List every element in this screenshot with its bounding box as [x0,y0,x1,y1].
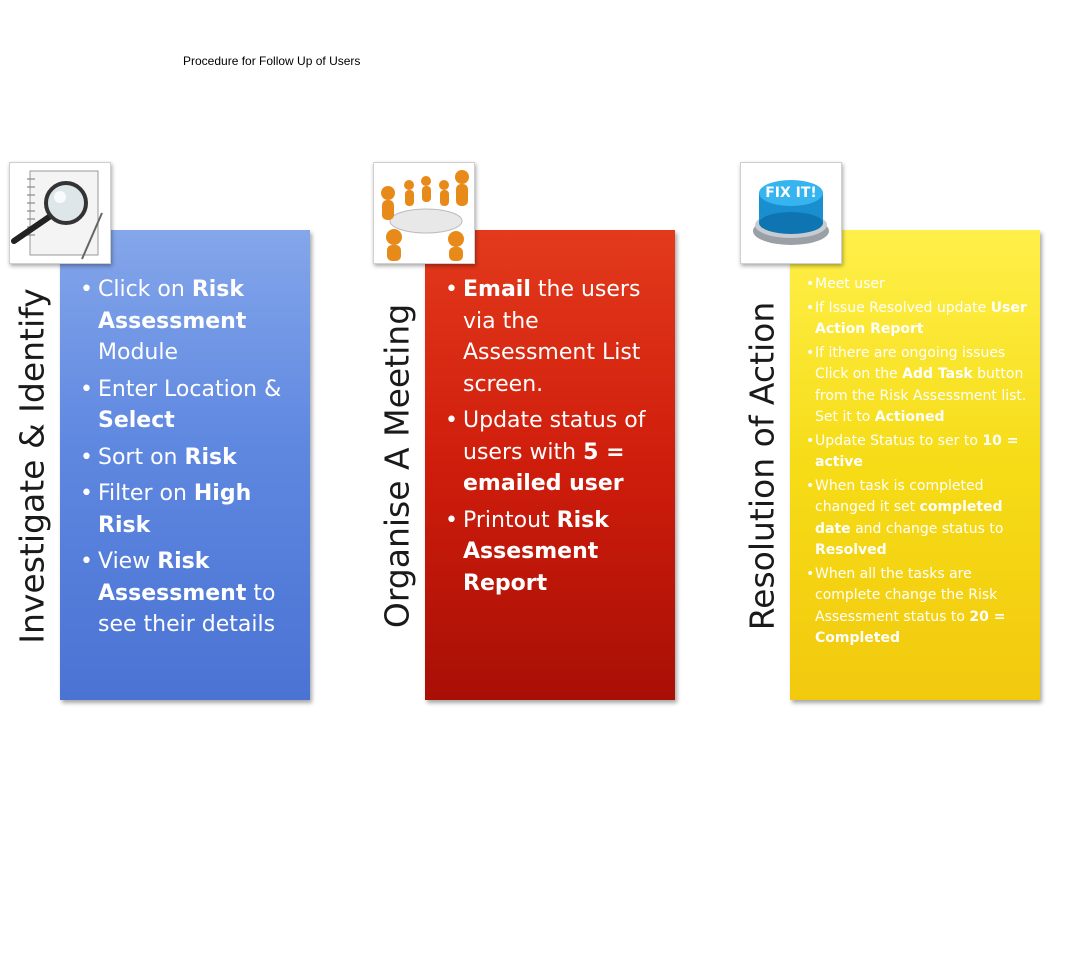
step-text-bold: Add Task [902,366,973,382]
step-text: If Issue Resolved update [815,299,991,316]
step-item [80,274,304,369]
step-text-bold: Risk Assesment Report [463,507,609,596]
column-title: Resolution of Action [742,301,782,631]
step-item [445,405,671,500]
step-text-bold: Risk [184,444,237,470]
magnifier-notebook-icon [9,162,111,264]
meeting-steps-list [445,274,671,604]
step-text: Enter Location & [98,376,282,402]
meeting-heading [367,232,427,700]
meeting-people-icon [373,162,475,264]
page-title: Procedure for Follow Up of Users [183,54,361,68]
resolution-steps-list [806,274,1036,652]
investigate-heading [2,232,62,700]
step-item [445,505,671,600]
investigate-steps-list [80,274,304,646]
column-title: Investigate & Identify [12,288,52,644]
step-text: Click on [98,277,192,302]
step-item [445,274,671,400]
step-text: button from the Risk Assessment list. Set it to [815,366,1027,425]
step-text: Meet user [815,276,885,292]
step-item [806,298,1036,341]
step-text-bold: 10 = active [815,432,1019,470]
step-text-bold: Email [463,277,531,302]
step-text: Sort on [98,444,185,470]
step-item [806,476,1036,562]
fix-it-label: FIX IT! [765,185,817,201]
step-item [80,546,304,641]
step-text-bold: Actioned [874,409,945,425]
step-text-bold: completed date [815,499,1003,537]
step-item [80,442,304,474]
step-text: Update status of users with [463,408,646,465]
step-text-bold: Resolved [815,542,887,558]
step-text: If ithere are ongoing issues Click on the [815,344,1006,382]
column-title: Organise A Meeting [377,303,417,629]
step-text: to see their details [98,580,276,637]
step-item [806,274,1036,296]
step-item [80,374,304,437]
step-text-bold: 20 = Completed [815,608,1006,646]
step-text: Module [98,340,178,365]
step-text: When task is completed changed it set [815,477,984,515]
step-item [806,564,1036,650]
step-text: Filter on [98,481,194,506]
resolution-heading [732,232,792,700]
fix-it-button-icon [740,162,842,264]
step-text-bold: 5 = emailed user [463,439,625,496]
step-text: View [98,549,158,574]
step-text: and change status to [850,520,1004,537]
step-text-bold: Risk Assessment [98,277,247,334]
step-text: the users via the Assessment List screen. [463,277,641,397]
step-item [80,478,304,541]
step-text-bold: High Risk [98,481,252,538]
step-text: Printout [463,507,557,533]
step-text-bold: Select [98,408,175,433]
step-text-bold: User Action Report [815,299,1027,337]
step-item [806,431,1036,474]
step-item [806,343,1036,429]
step-text-bold: Risk Assessment [98,549,247,606]
step-text: Update Status to ser to [815,432,983,449]
step-text: When all the tasks are complete change the Risk Assessment status to [815,565,998,625]
